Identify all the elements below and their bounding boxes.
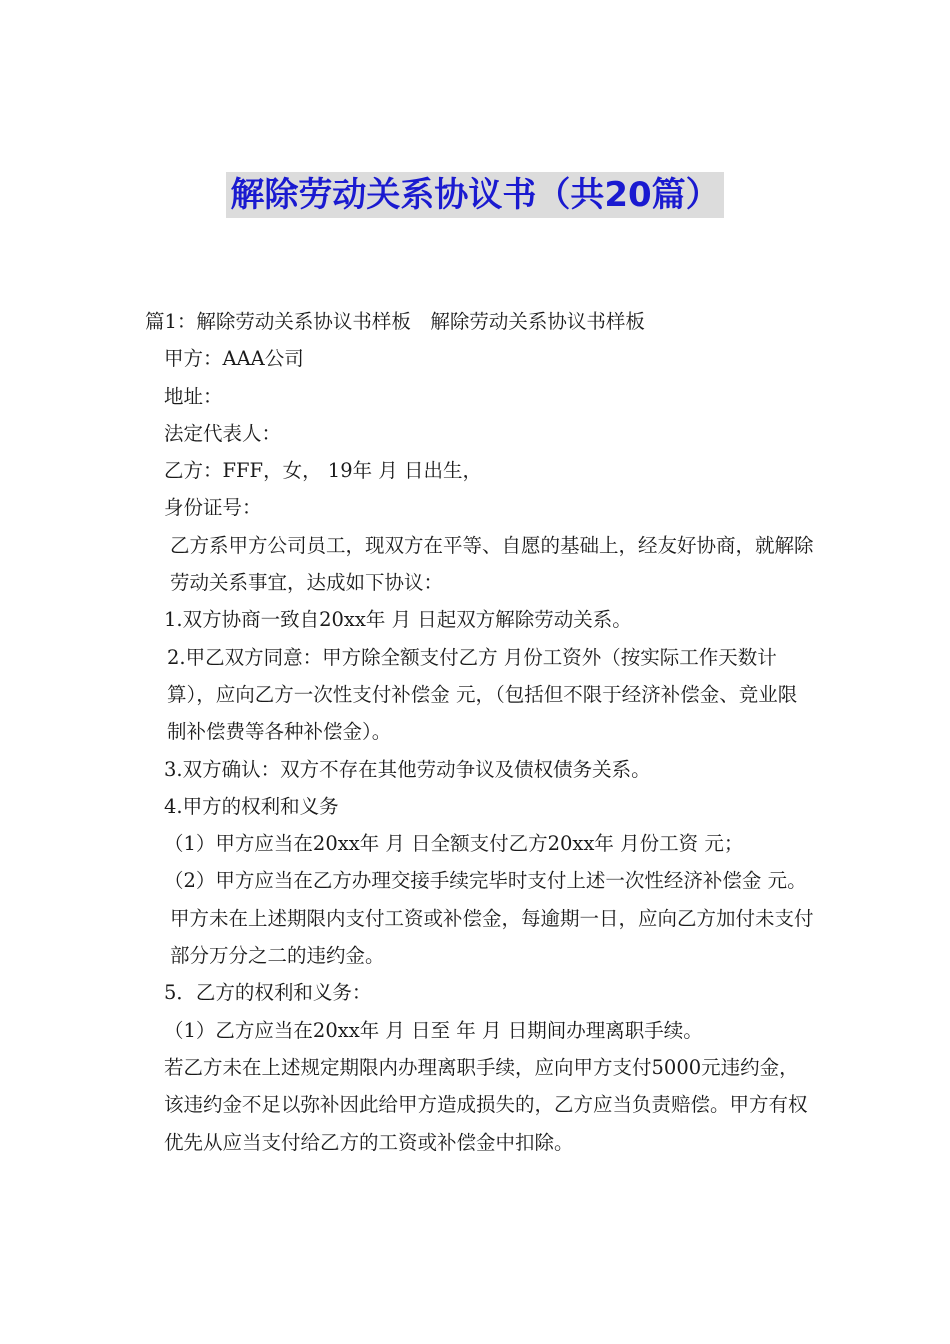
- clause-4-item-2: （2）甲方应当在乙方办理交接手续完毕时支付上述一次性经济补偿金 元。: [164, 869, 807, 893]
- penalty-paragraph-a: 甲方未在上述期限内支付工资或补偿金，每逾期一日，应向乙方加付未支付部分万分之二的违约金。: [170, 906, 814, 968]
- clause-3: 3.双方确认：双方不存在其他劳动争议及债权债务关系。: [164, 757, 651, 781]
- address-line: 地址：: [164, 384, 223, 408]
- preamble-paragraph: 乙方系甲方公司员工，现双方在平等、自愿的基础上，经友好协商，就解除劳动关系事宜，达成如下协议：: [170, 533, 814, 595]
- clause-2: 2.甲乙双方同意：甲方除全额支付乙方 月份工资外（按实际工作天数计算），应向乙方一次性支付补偿金 元，（包括但不限于经济补偿金、竞业限制补偿费等各种补偿金）。: [167, 645, 798, 744]
- clause-1: 1.双方协商一致自20xx年 月 日起双方解除劳动关系。: [164, 608, 632, 632]
- title-container: [0, 172, 950, 218]
- document-title: 解除劳动关系协议书（共20篇）: [226, 172, 723, 218]
- id-number-line: 身份证号：: [164, 496, 262, 520]
- party-b-line: 乙方：FFF，女， 19年 月 日出生，: [164, 459, 482, 483]
- clause-4-heading: 4.甲方的权利和义务: [164, 794, 339, 818]
- clause-5-heading: 5．乙方的权利和义务：: [164, 981, 372, 1005]
- clause-4-item-1: （1）甲方应当在20xx年 月 日全额支付乙方20xx年 月份工资 元；: [164, 832, 744, 856]
- clause-5-item-1: （1）乙方应当在20xx年 月 日至 年 月 日期间办理离职手续。: [164, 1018, 703, 1042]
- document-body: [145, 303, 815, 1161]
- party-a-line: 甲方：AAA公司: [164, 347, 304, 371]
- legal-representative-line: 法定代表人：: [164, 421, 282, 445]
- section-heading: 篇1：解除劳动关系协议书样板 解除劳动关系协议书样板: [145, 310, 645, 333]
- penalty-paragraph-b: 若乙方未在上述规定期限内办理离职手续，应向甲方支付5000元违约金，该违约金不足以弥补因此给甲方造成损失的，乙方应当负责赔偿。甲方有权优先从应当支付给乙方的工资或补偿金中扣除。: [164, 1055, 808, 1154]
